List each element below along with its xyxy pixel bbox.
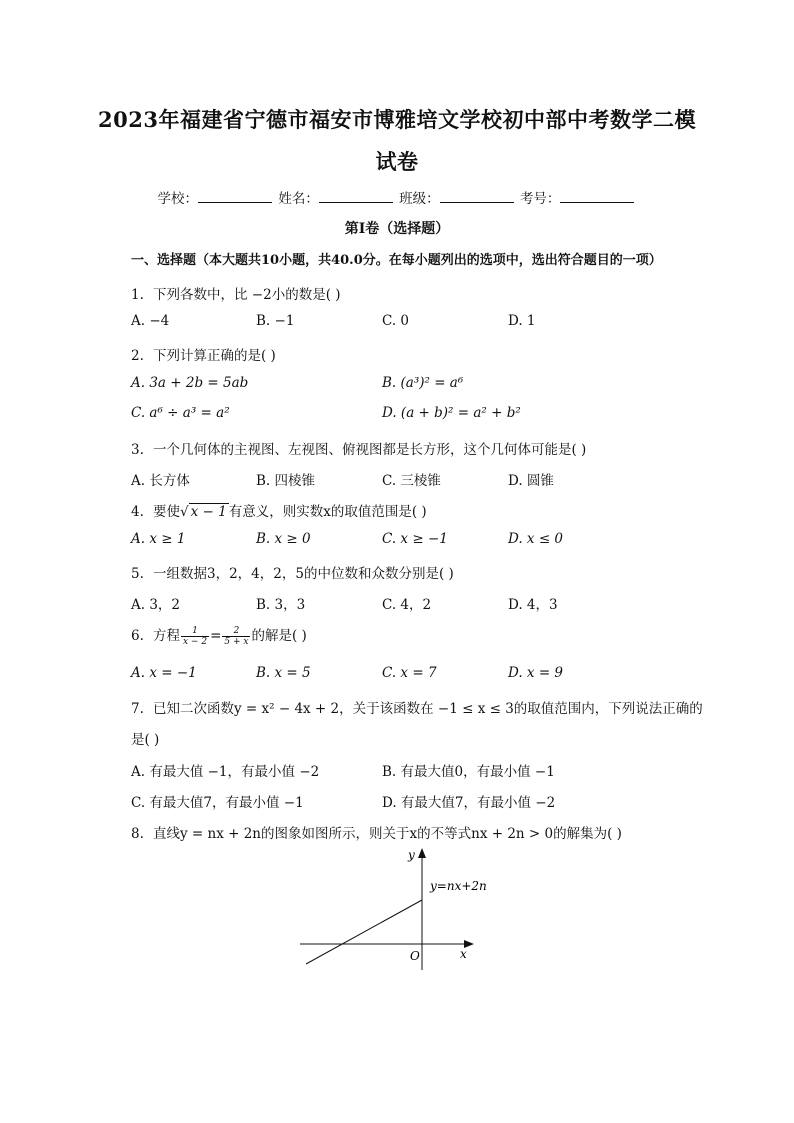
- q3-option-b: B. 四棱锥: [256, 473, 316, 489]
- question-stem-prefix: 要使: [153, 504, 180, 520]
- school-label: 学校：: [157, 191, 199, 207]
- question-stem-suffix: 有意义，则实数x的取值范围是( ): [228, 504, 427, 520]
- question-7: [131, 697, 701, 717]
- x-axis-label: x: [460, 947, 467, 961]
- q6-option-c: C. x = 7: [382, 665, 437, 681]
- q1-option-b: B. −1: [256, 313, 295, 329]
- question-stem: 一组数据3，2，4，2，5的中位数和众数分别是( ): [153, 566, 454, 582]
- question-stem: 直线y = nx + 2n的图象如图所示，则关于x的不等式nx + 2n > 0的解集为( ): [153, 826, 622, 842]
- fraction-numerator: 1: [181, 626, 209, 637]
- fraction-denominator: 5 + x: [224, 637, 249, 647]
- question-stem: 下列计算正确的是( ): [153, 348, 276, 364]
- volume-heading: 第I卷（选择题）: [344, 221, 450, 237]
- name-label: 姓名：: [278, 191, 319, 207]
- q4-option-c: C. x ≥ −1: [382, 531, 448, 547]
- fraction-right: [222, 626, 250, 647]
- q7-option-a: A. 有最大值 −1，有最小值 −2: [131, 764, 320, 780]
- q6-option-b: B. x = 5: [256, 665, 311, 681]
- question-2: [131, 344, 701, 364]
- question-number: 1.: [131, 287, 144, 303]
- q7-option-c: C. 有最大值7，有最小值 −1: [131, 795, 304, 811]
- q4-option-b: B. x ≥ 0: [256, 531, 311, 547]
- q3-option-d: D. 圆锥: [508, 473, 554, 489]
- y-axis-label: y: [408, 848, 415, 862]
- line-equation-label: y=nx+2n: [430, 879, 486, 893]
- name-blank: [319, 188, 393, 203]
- q1-option-d: D. 1: [508, 313, 536, 329]
- question-stem: 已知二次函数y = x² − 4x + 2，关于该函数在 −1 ≤ x ≤ 3的取值范围内，下列说法正确的: [153, 701, 703, 717]
- q5-option-d: D. 4，3: [508, 597, 558, 613]
- class-label: 班级：: [399, 191, 440, 207]
- q1-option-c: C. 0: [382, 313, 410, 329]
- section-heading: 一、选择题（本大题共10小题，共40.0分。在每小题列出的选项中，选出符合题目的一项）: [131, 253, 662, 268]
- q7-option-b: B. 有最大值0，有最小值 −1: [382, 764, 555, 780]
- line-graph-figure: [296, 842, 486, 972]
- q4-option-d: D. x ≤ 0: [508, 531, 564, 547]
- q4-option-a: A. x ≥ 1: [131, 531, 186, 547]
- fraction-denominator: x − 2: [183, 637, 208, 647]
- q2-option-d: D. (a + b)² = a² + b²: [382, 405, 521, 421]
- q1-option-a: A. −4: [131, 313, 170, 329]
- question-number: 7.: [131, 701, 144, 717]
- question-number: 2.: [131, 348, 144, 364]
- question-5: [131, 562, 701, 582]
- exam-title: 2023年福建省宁德市福安市博雅培文学校初中部中考数学二模: [98, 107, 696, 132]
- exam-number-blank: [560, 188, 634, 203]
- q2-option-a: A. 3a + 2b = 5ab: [131, 375, 249, 391]
- q6-option-d: D. x = 9: [508, 665, 564, 681]
- function-line: [306, 900, 422, 964]
- q6-option-a: A. x = −1: [131, 665, 197, 681]
- question-stem: 下列各数中，比 −2小的数是( ): [153, 287, 341, 303]
- radical-sign: √: [180, 504, 189, 520]
- radicand: x − 1: [190, 504, 227, 520]
- school-blank: [198, 188, 272, 203]
- q5-option-c: C. 4，2: [382, 597, 432, 613]
- question-number: 5.: [131, 566, 144, 582]
- q5-option-a: A. 3，2: [131, 597, 181, 613]
- q7-option-d: D. 有最大值7，有最小值 −2: [382, 795, 556, 811]
- question-number: 3.: [131, 442, 144, 458]
- question-stem-prefix: 方程: [153, 628, 180, 644]
- exam-title-continued: 试卷: [375, 149, 419, 174]
- equals-sign: =: [210, 628, 222, 644]
- exam-number-label: 考号：: [519, 191, 561, 207]
- question-1: [131, 283, 701, 303]
- q5-option-b: B. 3，3: [256, 597, 306, 613]
- origin-label: O: [410, 949, 420, 963]
- question-6: [131, 624, 701, 647]
- question-stem-suffix: 的解是( ): [251, 628, 307, 644]
- question-4: [131, 500, 701, 520]
- graph-svg: [296, 842, 486, 972]
- question-number: 8.: [131, 826, 144, 842]
- fraction-left: [181, 626, 209, 647]
- q3-option-c: C. 三棱锥: [382, 473, 441, 489]
- question-number: 6.: [131, 628, 144, 644]
- q2-option-c: C. a⁶ ÷ a³ = a²: [131, 405, 230, 421]
- class-blank: [440, 188, 514, 203]
- question-number: 4.: [131, 504, 144, 520]
- question-7-continued: 是( ): [131, 732, 160, 748]
- question-8: [131, 822, 701, 842]
- fraction-numerator: 2: [222, 626, 250, 637]
- q2-option-b: B. (a³)² = a⁶: [382, 375, 464, 391]
- q3-option-a: A. 长方体: [131, 473, 190, 489]
- y-axis-arrow: [418, 848, 426, 858]
- question-3: [131, 438, 701, 458]
- student-info-line: [0, 187, 794, 207]
- question-stem: 一个几何体的主视图、左视图、俯视图都是长方形，这个几何体可能是( ): [153, 442, 587, 458]
